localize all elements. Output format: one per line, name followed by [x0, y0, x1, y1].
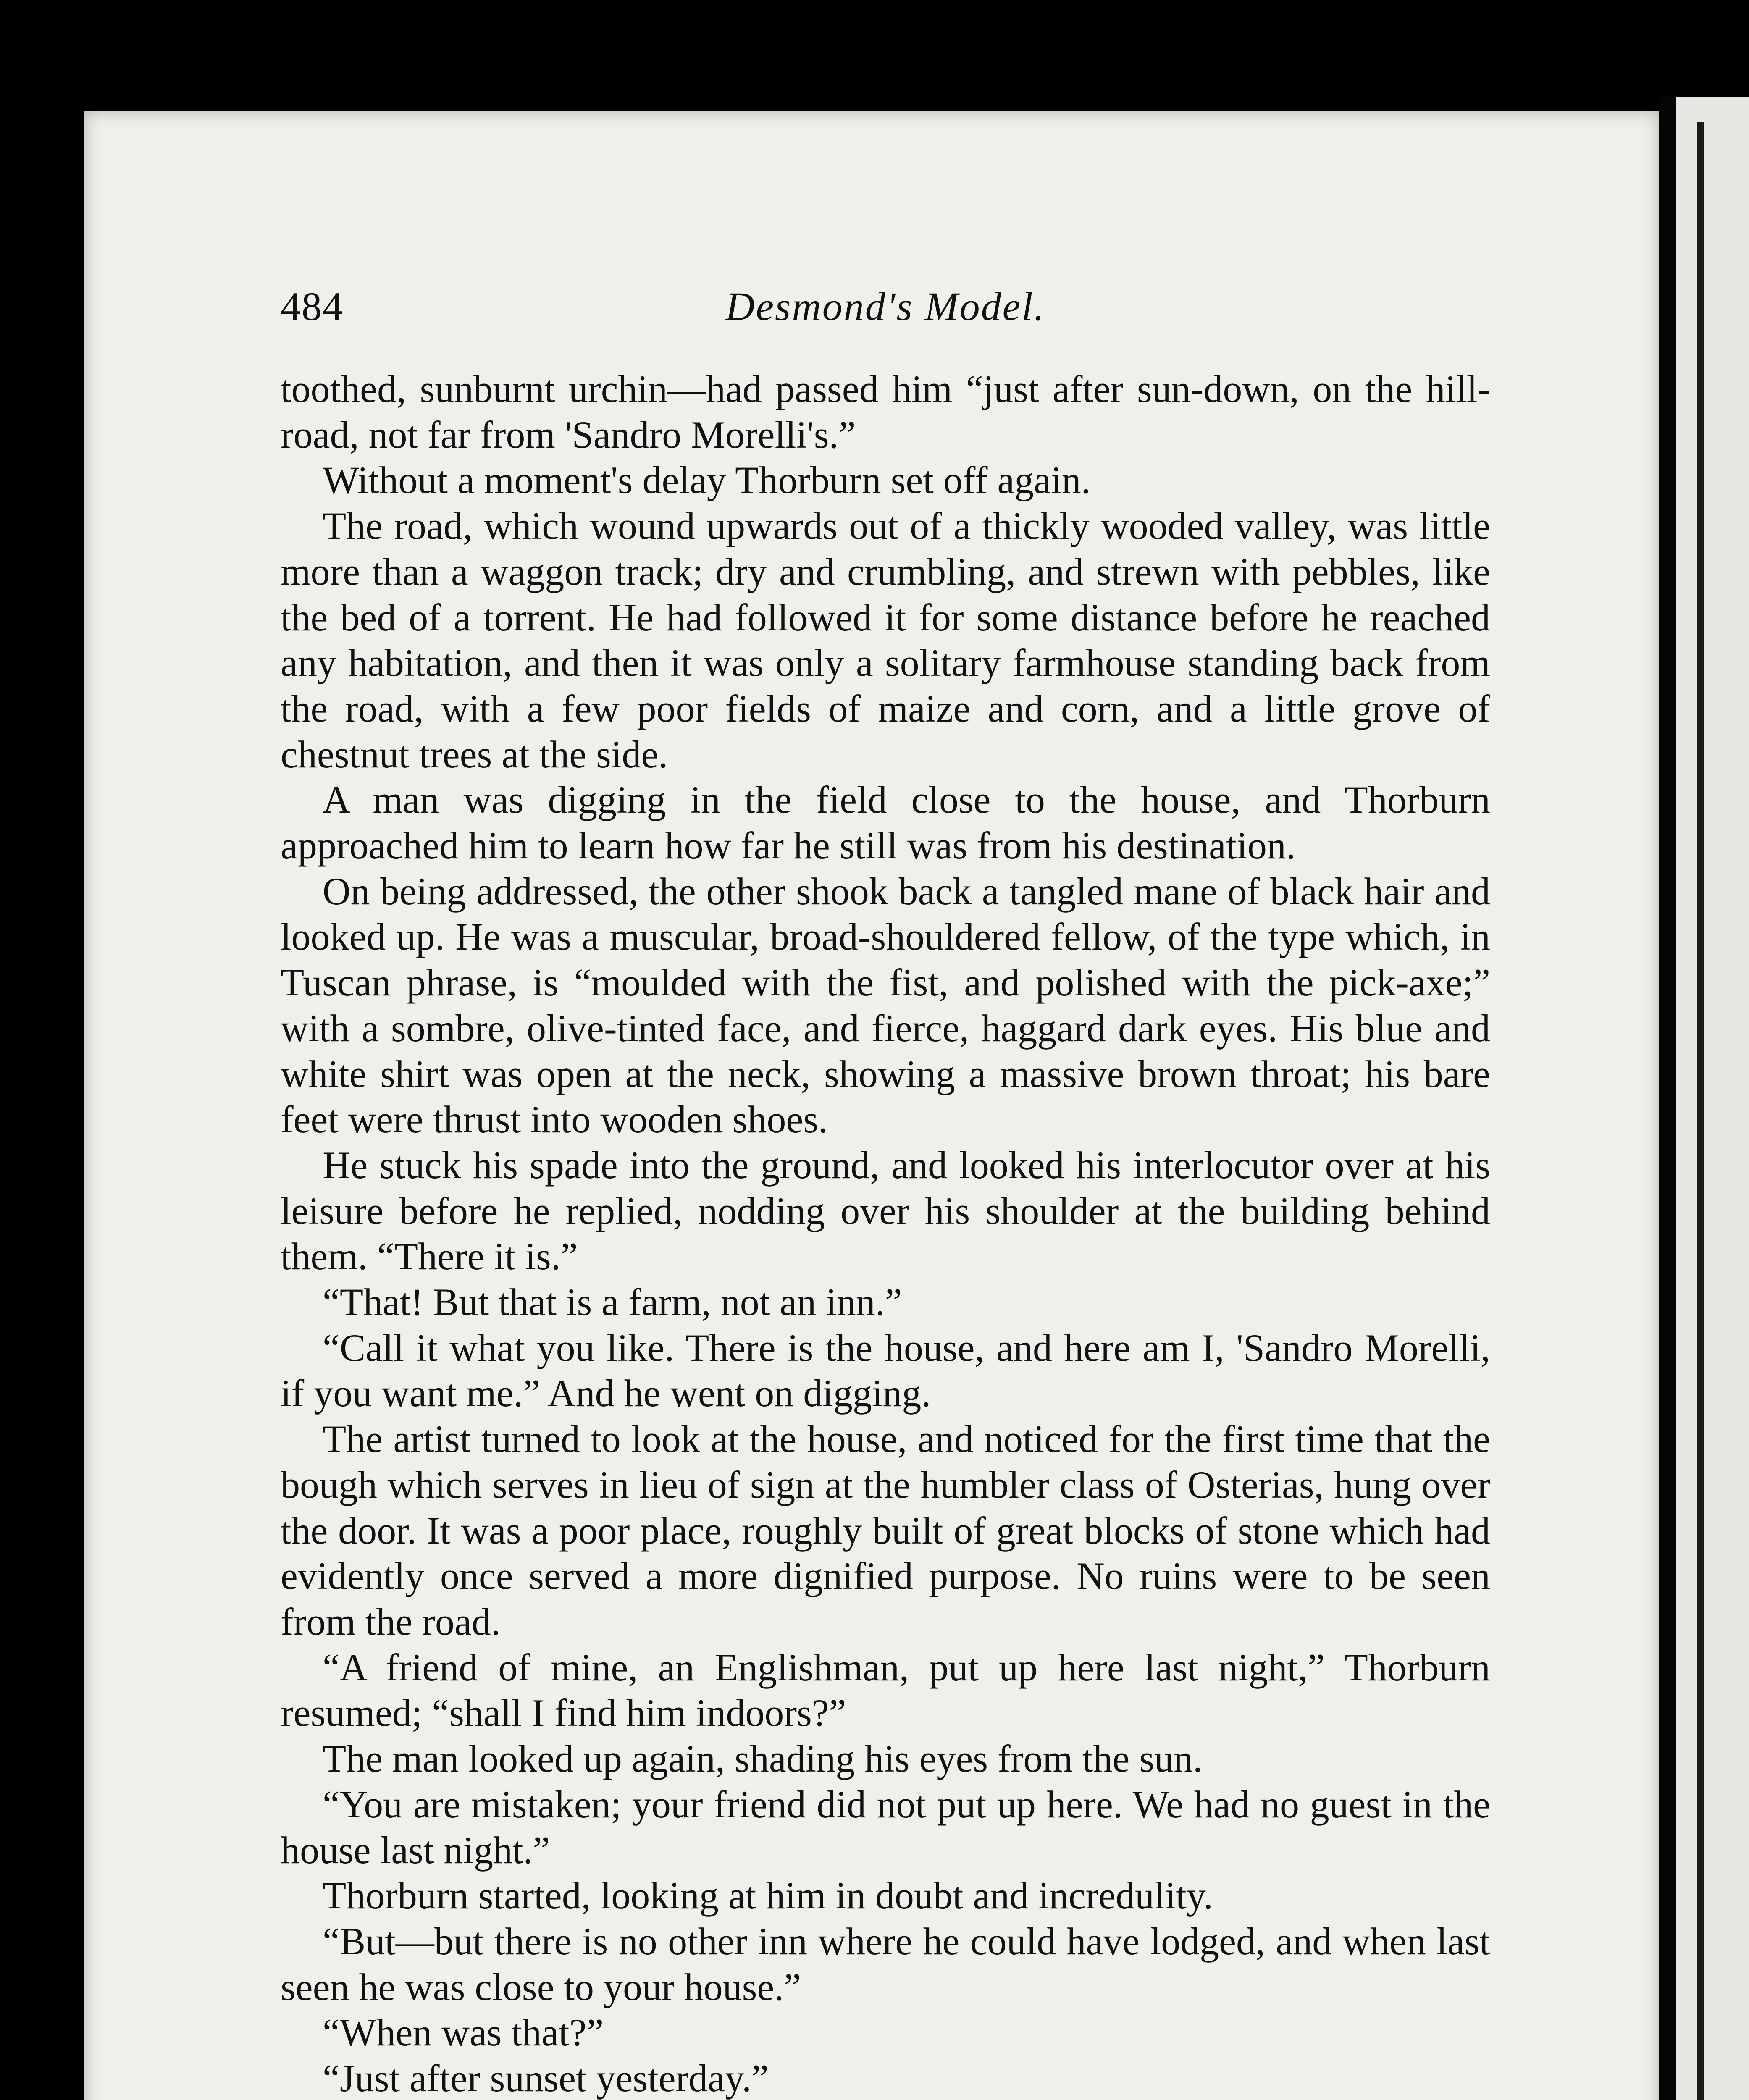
paragraph: Without a moment's delay Thorburn set off again.: [323, 459, 1091, 502]
running-title: Desmond's Model.: [725, 284, 1045, 329]
next-page-edge: [1676, 97, 1749, 2100]
paragraph: The artist turned to look at the house, and noticed for the first time that the bough which serves in lieu of sign at the humbler class of Osterias, hung over the door. It was a poor place, roughly built of great blocks of stone which had evidently once served a more dignified purpose. No ruins were to be seen from the road.: [281, 1418, 1490, 1643]
paragraph: Thorburn started, looking at him in doubt and incredulity.: [323, 1874, 1213, 1917]
paragraph: “A friend of mine, an Englishman, put up here last night,” Thorburn resumed; “shall I find him indoors?”: [281, 1646, 1490, 1735]
body-text: [281, 366, 1490, 2100]
paragraph: The man looked up again, shading his eyes from the sun.: [323, 1737, 1203, 1780]
paragraph: “When was that?”: [323, 2011, 604, 2054]
paragraph: On being addressed, the other shook back a tangled mane of black hair and looked up. He was a muscular, broad-shouldered fellow, of the type which, in Tuscan phrase, is “moulded with the fist, and polished with the pick-axe;” with a sombre, olive-tinted face, and fierce, haggard dark eyes. His blue and white shirt was open at the neck, showing a massive brown throat; his bare feet were thrust into wooden shoes.: [281, 869, 1490, 1141]
running-head: [281, 269, 1490, 336]
paragraph: “Call it what you like. There is the house, and here am I, 'Sandro Morelli, if you want me.” And he went on digging.: [281, 1326, 1490, 1415]
page-gutter: [1659, 97, 1676, 2100]
paragraph: “Just after sunset yesterday.”: [323, 2057, 769, 2100]
paragraph: He stuck his spade into the ground, and looked his interlocutor over at his leisure before he replied, nodding over his shoulder at the building behind them. “There it is.”: [281, 1143, 1490, 1278]
page-number: 484: [281, 284, 344, 329]
paragraph: The road, which wound upwards out of a thickly wooded valley, was little more than a waggon track; dry and crumbling, and strewn with pebbles, like the bed of a torrent. He had followed it for some distance before he reached any habitation, and then it was only a solitary farmhouse standing back from the road, with a few poor fields of maize and corn, and a little grove of chestnut trees at the side.: [281, 504, 1490, 776]
paragraph: “That! But that is a farm, not an inn.”: [323, 1281, 902, 1324]
paragraph: toothed, sunburnt urchin—had passed him “just after sun-down, on the hill-road, not far from 'Sandro Morelli's.”: [281, 368, 1490, 456]
paragraph: “You are mistaken; your friend did not put up here. We had no guest in the house last night.”: [281, 1782, 1490, 1872]
paragraph: A man was digging in the field close to the house, and Thorburn approached him to learn how far he still was from his destination.: [281, 778, 1490, 867]
paragraph: “But—but there is no other inn where he could have lodged, and when last seen he was close to your house.”: [281, 1919, 1490, 2008]
